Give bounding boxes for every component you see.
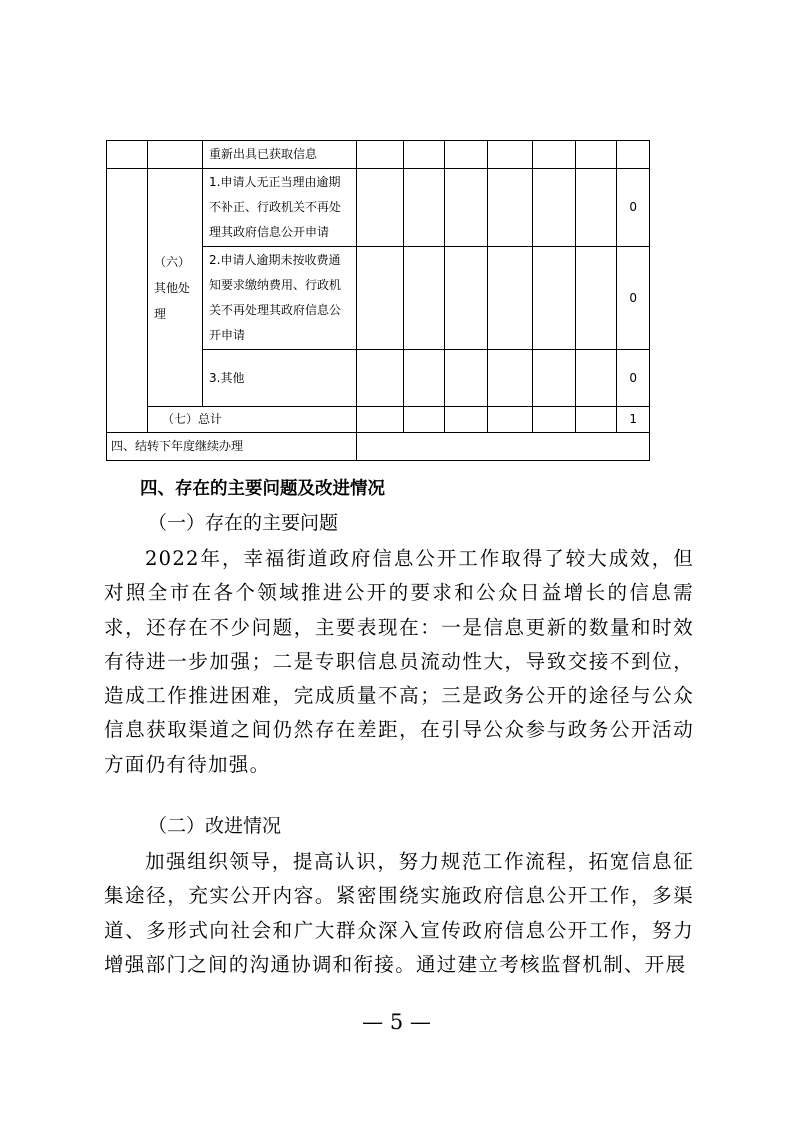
table-cell: [357, 141, 404, 169]
table-cell: [488, 350, 533, 407]
table-cell: [576, 350, 617, 407]
table-cell: [617, 141, 650, 169]
paragraph-improvements: 加强组织领导，提高认识，努力规范工作流程，拓宽信息征集途径，充实公开内容。紧密围绕实施政府信息公开工作，多渠道、多形式向社会和广大群众深入宣传政府信息公开工作，努力增强部门之间的沟通协调和衔接。通过建立考核监督机制、开展: [104, 850, 694, 976]
table-cell: [404, 169, 445, 247]
table-cell: [533, 141, 576, 169]
table-cell: [404, 141, 445, 169]
table-cell: [576, 169, 617, 247]
item-label: 3.其他: [203, 350, 357, 407]
table-cell: [357, 247, 404, 350]
section-heading: 四、存在的主要问题及改进情况: [140, 479, 385, 499]
table-cell: [488, 141, 533, 169]
table-row: [107, 141, 650, 169]
table-row: [107, 169, 650, 247]
table-cell: [533, 247, 576, 350]
table-cell: [445, 169, 488, 247]
category-other-handling: （六） 其他处 理: [148, 169, 203, 407]
subsection-heading-problems: （一）存在的主要问题: [148, 512, 339, 534]
carry-over-label: 四、结转下年度继续办理: [107, 433, 357, 461]
carry-over-value: [357, 433, 650, 461]
table-cell: [533, 169, 576, 247]
table-cell: [404, 247, 445, 350]
table-row: [107, 407, 650, 433]
total-value: 1: [617, 407, 650, 433]
table-cell: [148, 141, 203, 169]
table-cell: [445, 247, 488, 350]
item-value: 0: [617, 350, 650, 407]
table-cell: [357, 407, 404, 433]
table-cell: [533, 350, 576, 407]
subsection-heading-improvements: （二）改进情况: [148, 815, 282, 837]
table-cell: [488, 247, 533, 350]
table-cell: [107, 169, 148, 433]
table-cell: [488, 169, 533, 247]
table-cell: [576, 141, 617, 169]
table-cell: [533, 407, 576, 433]
item-label: 2.申请人逾期未按收费通 知要求缴纳费用、行政机 关不再处理其政府信息公 开申请: [203, 247, 357, 350]
table-cell: [445, 141, 488, 169]
table-cell: [404, 350, 445, 407]
table-cell: [357, 169, 404, 247]
table-row: [107, 433, 650, 461]
table-cell: [445, 407, 488, 433]
table-cell: [107, 141, 148, 169]
table-cell: [357, 350, 404, 407]
table-cell: [488, 407, 533, 433]
paragraph-problems: 2022年，幸福街道政府信息公开工作取得了较大成效，但对照全市在各个领域推进公开的要求和公众日益增长的信息需求，还存在不少问题，主要表现在：一是信息更新的数量和时效有待进一步加强；二是专职信息员流动性大，导致交接不到位，造成工作推进困难，完成质量不高；三是政务公开的途径与公众信息获取渠道之间仍然存在差距，在引导公众参与政务公开活动方面仍有待加强。: [104, 547, 694, 776]
total-label: （七）总计: [148, 407, 357, 433]
item-label: 1.申请人无正当理由逾期 不补正、行政机关不再处 理其政府信息公开申请: [203, 169, 357, 247]
application-handling-table: [106, 140, 650, 461]
item-value: 0: [617, 169, 650, 247]
page-number: — 5 —: [362, 1010, 431, 1034]
table-cell: [576, 247, 617, 350]
table-cell: 重新出具已获取信息: [203, 141, 357, 169]
table-cell: [404, 407, 445, 433]
table-cell: [576, 407, 617, 433]
item-value: 0: [617, 247, 650, 350]
table-cell: [445, 350, 488, 407]
